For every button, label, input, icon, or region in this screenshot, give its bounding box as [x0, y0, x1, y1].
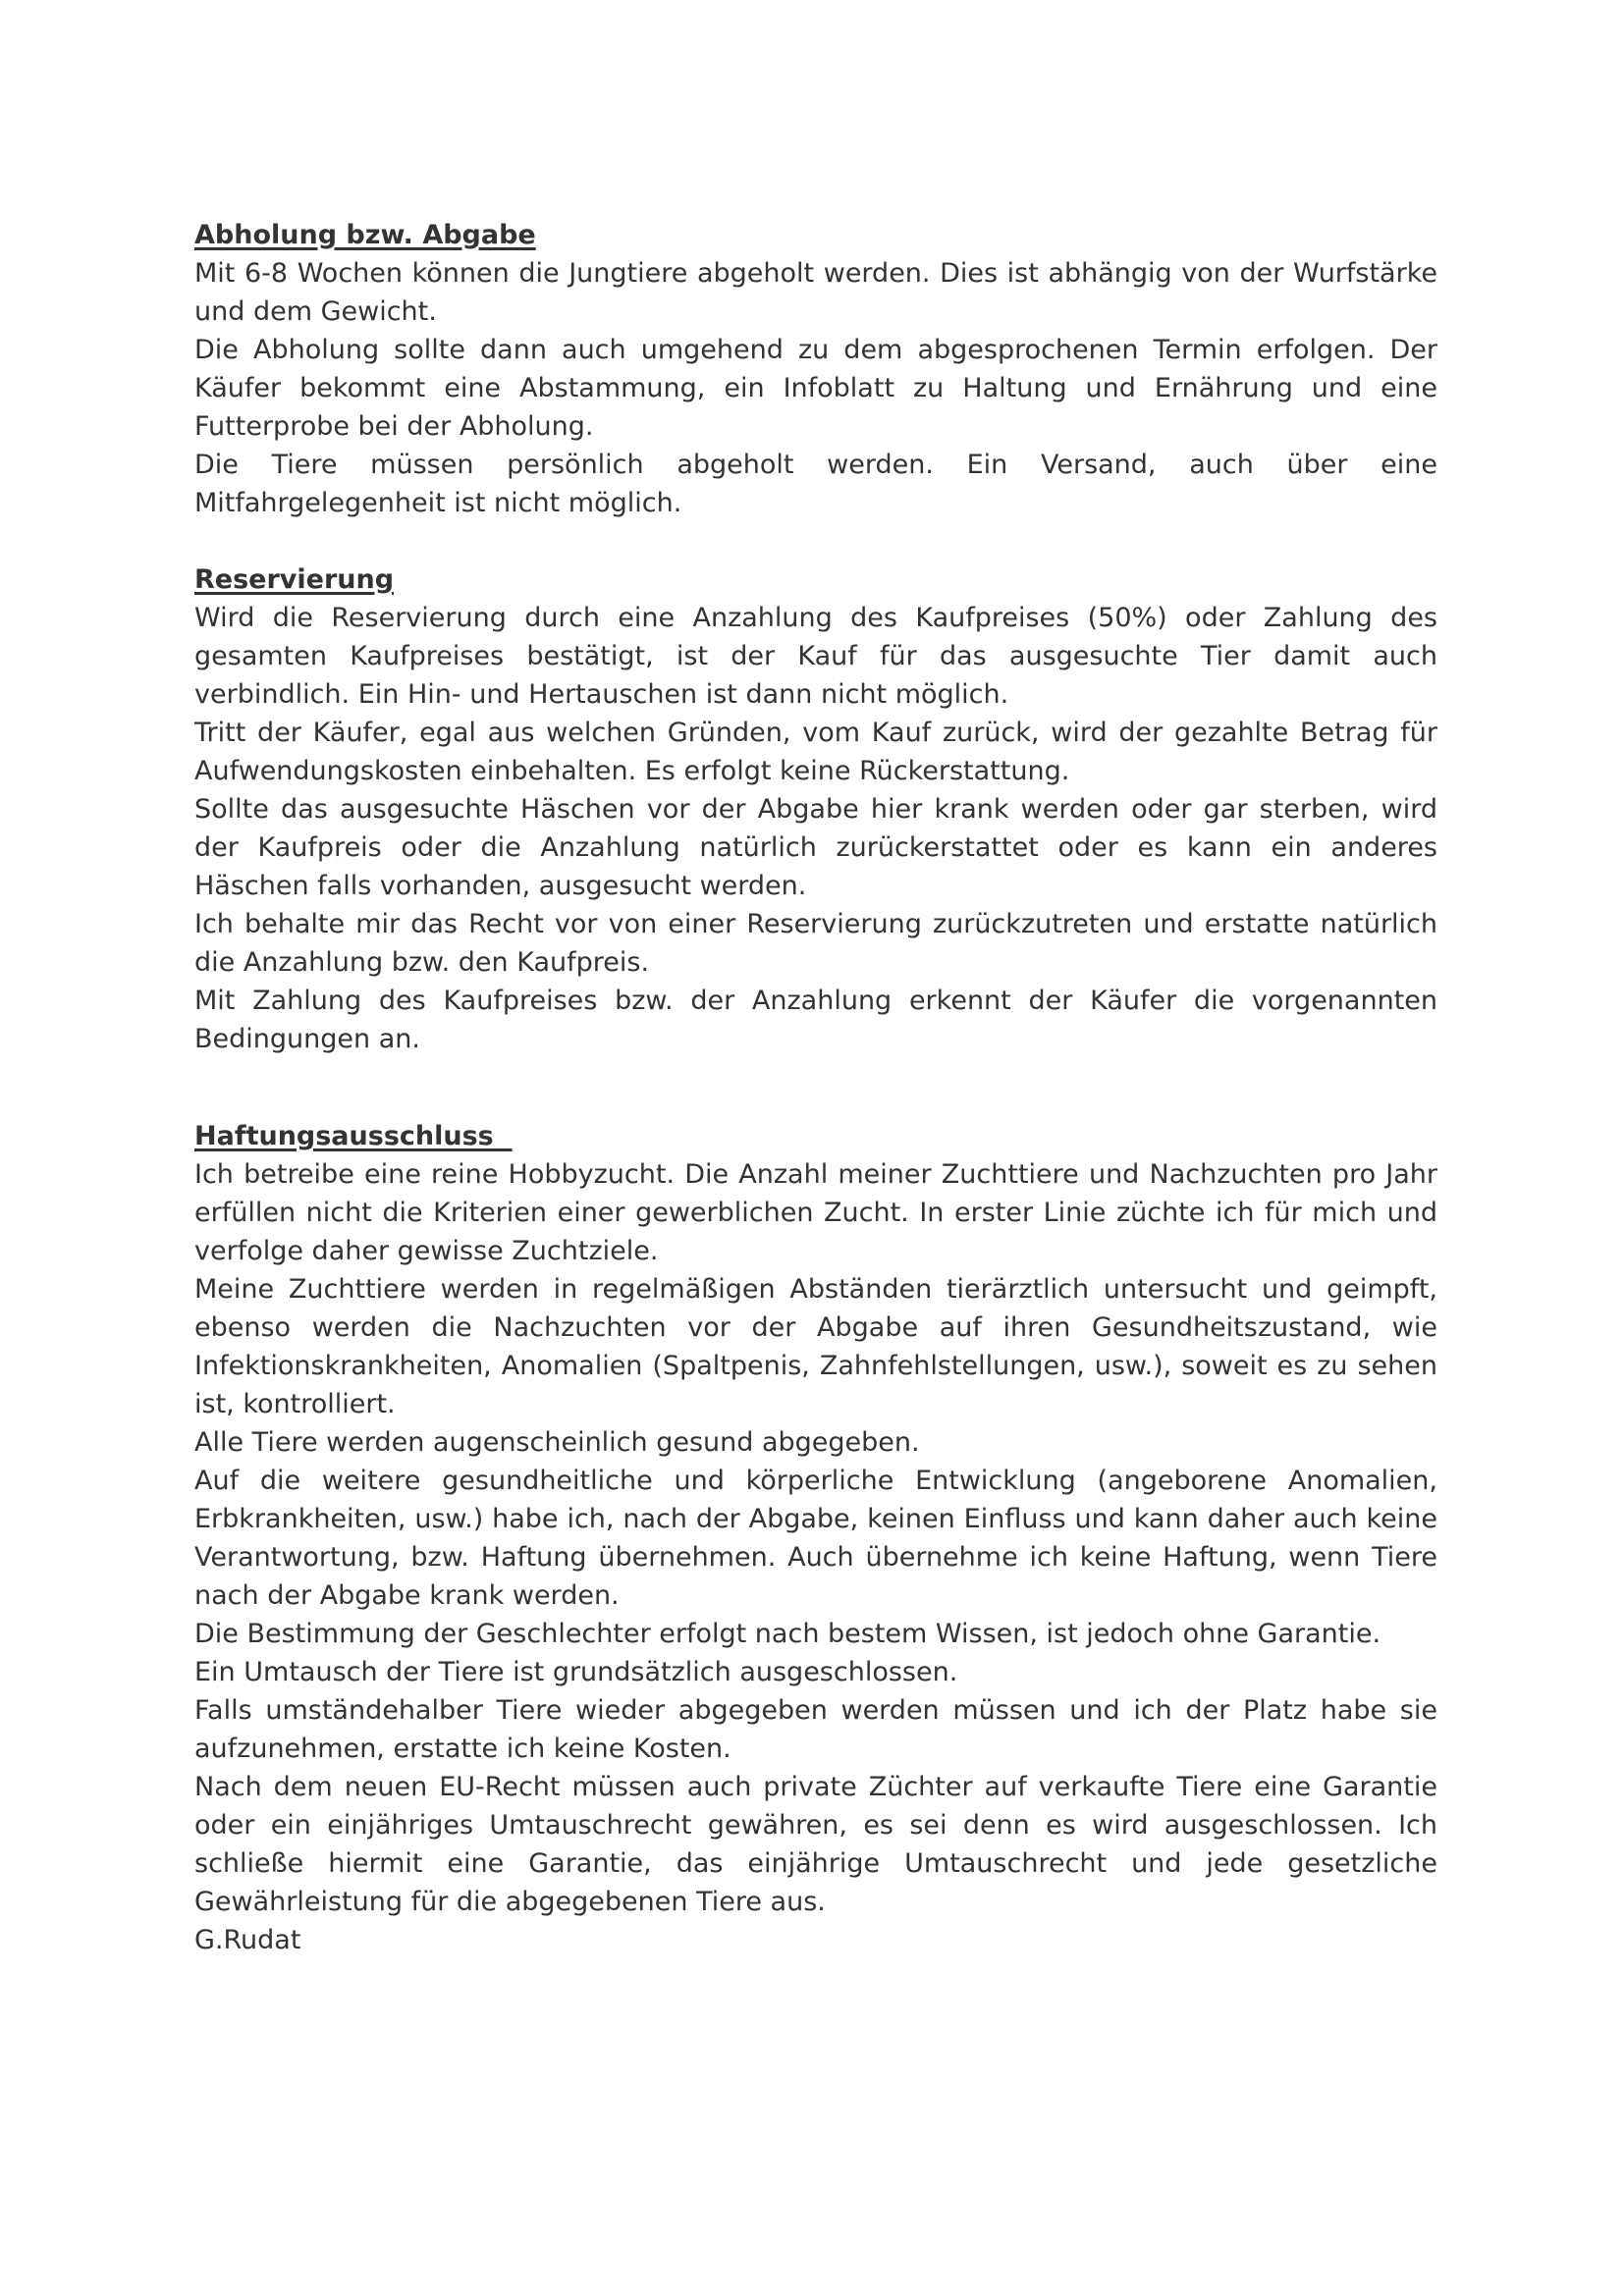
section-reservierung: [194, 561, 1437, 1058]
section-haftungsausschluss: [194, 1117, 1437, 1959]
paragraph: Die Abholung sollte dann auch umgehend zu dem abgesprochenen Termin erfolgen. Der Käufer bekommt eine Abstammung, ein Infoblatt zu Haltung und Ernährung und eine Futterprobe bei der Abholung.: [194, 335, 1437, 442]
section-abholung: [194, 216, 1437, 522]
section-heading: Haftungsausschluss: [194, 1121, 513, 1151]
paragraph: Falls umständehalber Tiere wieder abgegeben werden müssen und ich der Platz habe sie aufzunehmen, erstatte ich keine Kosten.: [194, 1695, 1437, 1764]
paragraph: Die Bestimmung der Geschlechter erfolgt nach bestem Wissen, ist jedoch ohne Garantie.: [194, 1619, 1381, 1649]
paragraph: Sollte das ausgesuchte Häschen vor der Abgabe hier krank werden oder gar sterben, wird der Kaufpreis oder die Anzahlung natürlich zurückerstattet oder es kann ein anderes Häschen falls vorhanden, ausgesucht werden.: [194, 794, 1437, 901]
paragraph: Wird die Reservierung durch eine Anzahlung des Kaufpreises (50%) oder Zahlung des gesamten Kaufpreises bestätigt, ist der Kauf für das ausgesuchte Tier damit auch verbindlich. Ein Hin- und Hertauschen ist dann nicht möglich.: [194, 603, 1437, 710]
paragraph: Die Tiere müssen persönlich abgeholt werden. Ein Versand, auch über eine Mitfahrgelegenheit ist nicht möglich.: [194, 450, 1437, 518]
paragraph: Meine Zuchttiere werden in regelmäßigen Abständen tierärztlich untersucht und geimpft, ebenso werden die Nachzuchten vor der Abgabe auf ihren Gesundheitszustand, wie Infektionskrankheiten, Anomalien (Spaltpenis, Zahnfehlstellungen, usw.), soweit es zu sehen ist, kontrolliert.: [194, 1274, 1437, 1419]
section-heading: Abholung bzw. Abgabe: [194, 220, 536, 250]
paragraph: Mit Zahlung des Kaufpreises bzw. der Anzahlung erkennt der Käufer die vorgenannten Bedingungen an.: [194, 986, 1437, 1054]
paragraph: Alle Tiere werden augenscheinlich gesund abgegeben.: [194, 1427, 920, 1458]
paragraph: Mit 6-8 Wochen können die Jungtiere abgeholt werden. Dies ist abhängig von der Wurfstärke und dem Gewicht.: [194, 258, 1437, 327]
paragraph: Ich betreibe eine reine Hobbyzucht. Die Anzahl meiner Zuchttiere und Nachzuchten pro Jahr erfüllen nicht die Kriterien einer gewerblichen Zucht. In erster Linie züchte ich für mich und verfolge daher gewisse Zuchtziele.: [194, 1159, 1437, 1266]
paragraph: Tritt der Käufer, egal aus welchen Gründen, vom Kauf zurück, wird der gezahlte Betrag für Aufwendungskosten einbehalten. Es erfolgt keine Rückerstattung.: [194, 718, 1437, 786]
paragraph: Nach dem neuen EU-Recht müssen auch private Züchter auf verkaufte Tiere eine Garantie oder ein einjähriges Umtauschrecht gewähren, es sei denn es wird ausgeschlossen. Ich schließe hiermit eine Garantie, das einjährige Umtauschrecht und jede gesetzliche Gewährleistung für die abgegebenen Tiere aus.: [194, 1772, 1437, 1917]
paragraph: Ich behalte mir das Recht vor von einer Reservierung zurückzutreten und erstatte natürlich die Anzahlung bzw. den Kaufpreis.: [194, 909, 1437, 978]
paragraph: Ein Umtausch der Tiere ist grundsätzlich ausgeschlossen.: [194, 1657, 958, 1687]
paragraph: Auf die weitere gesundheitliche und körperliche Entwicklung (angeborene Anomalien, Erbkrankheiten, usw.) habe ich, nach der Abgabe, keinen Einfluss und kann daher auch keine Verantwortung, bzw. Haftung übernehmen. Auch übernehme ich keine Haftung, wenn Tiere nach der Abgabe krank werden.: [194, 1466, 1437, 1611]
document-page: [194, 216, 1437, 1959]
section-heading: Reservierung: [194, 564, 395, 595]
signature: G.Rudat: [194, 1925, 301, 1955]
